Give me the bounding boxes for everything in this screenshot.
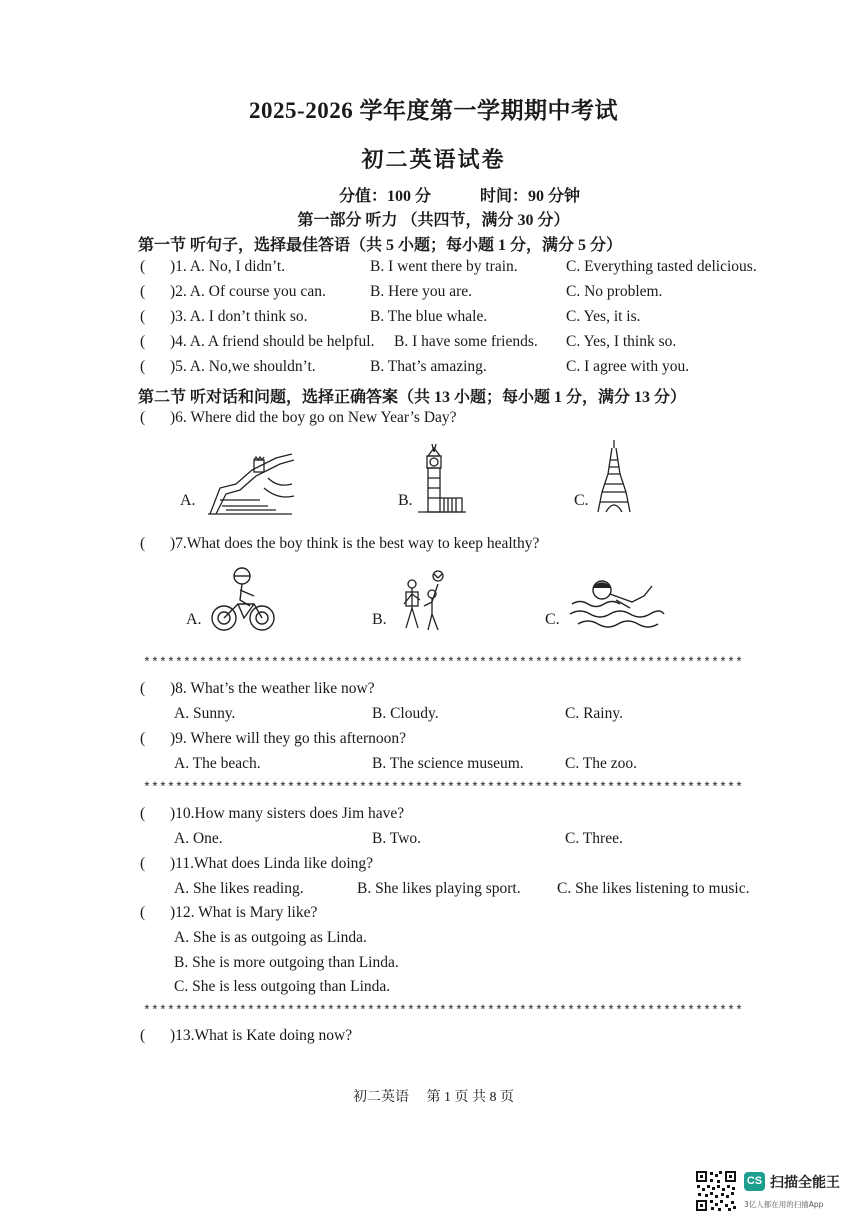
q11-option-a: A. She likes reading.: [174, 880, 304, 897]
q5-option-a: )5. A. No,we shouldn’t.: [170, 358, 316, 375]
q7-label-a: A.: [186, 611, 202, 628]
q6-label-b: B.: [398, 492, 413, 509]
answer-paren[interactable]: (: [140, 333, 146, 350]
q4-option-b: B. I have some friends.: [394, 333, 538, 350]
q9-option-b: B. The science museum.: [372, 755, 524, 772]
q9-text: )9. Where will they go this afternoon?: [170, 730, 407, 747]
q4-option-c: C. Yes, I think so.: [566, 333, 677, 350]
q8-text: )8. What’s the weather like now?: [170, 680, 375, 697]
q5-option-c: C. I agree with you.: [566, 358, 690, 375]
page-footer: 初二英语 第 1 页 共 8 页: [353, 1090, 514, 1105]
answer-paren[interactable]: (: [140, 358, 146, 375]
q7-text: )7.What does the boy think is the best way to keep healthy?: [170, 535, 540, 552]
q11-option-b: B. She likes playing sport.: [357, 880, 521, 897]
score-info: 分值：100 分: [339, 188, 432, 205]
q11-option-c: C. She likes listening to music.: [557, 880, 750, 897]
swimming-image: [570, 574, 664, 632]
camscanner-logo: CS: [744, 1172, 765, 1191]
q5-option-b: B. That’s amazing.: [370, 358, 487, 375]
answer-paren[interactable]: (: [140, 283, 146, 300]
time-info: 时间：90 分钟: [480, 188, 581, 205]
q11-text: )11.What does Linda like doing?: [170, 855, 374, 872]
great-wall-image: [206, 448, 298, 516]
separator-stars: ***************************************************************************: [143, 780, 744, 795]
answer-paren[interactable]: (: [140, 805, 146, 822]
cycling-image: [210, 566, 276, 632]
exam-title: 2025-2026 学年度第一学期期中考试: [249, 98, 618, 123]
q10-text: )10.How many sisters does Jim have?: [170, 805, 405, 822]
q1-option-b: B. I went there by train.: [370, 258, 518, 275]
big-ben-image: [418, 442, 468, 514]
answer-paren[interactable]: (: [140, 855, 146, 872]
answer-paren[interactable]: (: [140, 730, 146, 747]
q1-option-c: C. Everything tasted delicious.: [566, 258, 757, 275]
q3-option-a: )3. A. I don’t think so.: [170, 308, 308, 325]
answer-paren[interactable]: (: [140, 680, 146, 697]
q3-option-b: B. The blue whale.: [370, 308, 488, 325]
camscanner-tagline: 3亿人都在用的扫描App: [744, 1200, 824, 1209]
q8-option-b: B. Cloudy.: [372, 705, 439, 722]
q12-text: )12. What is Mary like?: [170, 904, 318, 921]
qr-code-icon: [695, 1170, 737, 1212]
q6-label-c: C.: [574, 492, 589, 509]
q1-option-a: )1. A. No, I didn’t.: [170, 258, 286, 275]
q6-text: )6. Where did the boy go on New Year’s Day?: [170, 409, 457, 426]
answer-paren[interactable]: (: [140, 258, 146, 275]
answer-paren[interactable]: (: [140, 1027, 146, 1044]
answer-paren[interactable]: (: [140, 308, 146, 325]
q2-option-c: C. No problem.: [566, 283, 663, 300]
q12-option-c: C. She is less outgoing than Linda.: [174, 978, 391, 995]
camscanner-name: 扫描全能王: [770, 1175, 840, 1191]
separator-stars: ***************************************************************************: [143, 655, 744, 670]
basketball-image: [398, 570, 452, 632]
answer-paren[interactable]: (: [140, 409, 146, 426]
section1-heading: 第一节 听句子，选择最佳答语（共 5 小题；每小题 1 分，满分 5 分）: [138, 237, 623, 254]
q10-option-c: C. Three.: [565, 830, 623, 847]
q8-option-c: C. Rainy.: [565, 705, 623, 722]
part1-heading: 第一部分 听力 （共四节，满分 30 分）: [297, 212, 570, 229]
q3-option-c: C. Yes, it is.: [566, 308, 641, 325]
q12-option-a: A. She is as outgoing as Linda.: [174, 929, 367, 946]
section2-heading: 第二节 听对话和问题，选择正确答案（共 13 小题；每小题 1 分，满分 13 分）: [138, 389, 687, 406]
exam-subtitle: 初二英语试卷: [361, 147, 506, 172]
q10-option-a: A. One.: [174, 830, 223, 847]
q4-option-a: )4. A. A friend should be helpful.: [170, 333, 375, 350]
q7-label-b: B.: [372, 611, 387, 628]
separator-stars: ***************************************************************************: [143, 1003, 744, 1018]
q13-text: )13.What is Kate doing now?: [170, 1027, 353, 1044]
q12-option-b: B. She is more outgoing than Linda.: [174, 954, 399, 971]
q2-option-b: B. Here you are.: [370, 283, 472, 300]
q9-option-a: A. The beach.: [174, 755, 261, 772]
q8-option-a: A. Sunny.: [174, 705, 236, 722]
q7-label-c: C.: [545, 611, 560, 628]
q2-option-a: )2. A. Of course you can.: [170, 283, 326, 300]
eiffel-tower-image: [596, 440, 632, 514]
answer-paren[interactable]: (: [140, 535, 146, 552]
answer-paren[interactable]: (: [140, 904, 146, 921]
q10-option-b: B. Two.: [372, 830, 422, 847]
q6-label-a: A.: [180, 492, 196, 509]
q9-option-c: C. The zoo.: [565, 755, 638, 772]
